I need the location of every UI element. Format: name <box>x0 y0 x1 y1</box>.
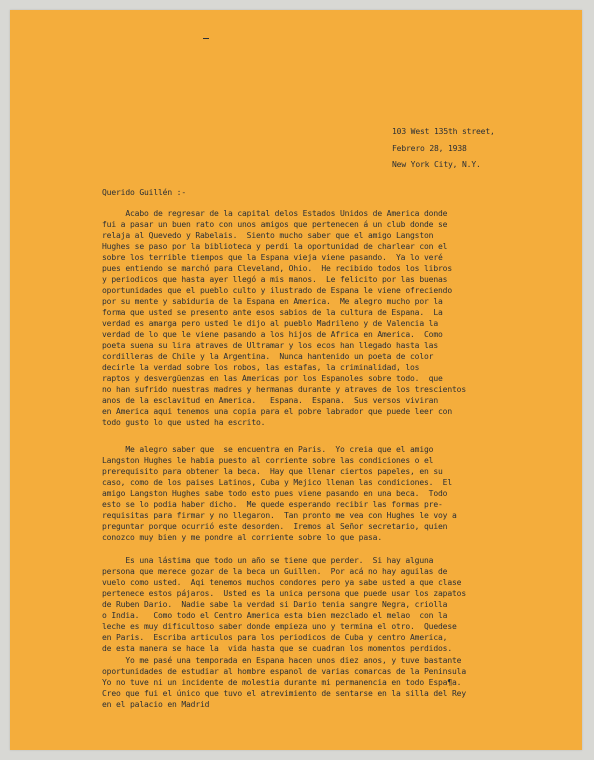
text-line: anos de la esclavitud en America. Espana. Espana. Sus versos viviran <box>102 396 438 405</box>
text-line: prerequisito para obtener la beca. Hay que llenar ciertos papeles, en su <box>102 467 443 476</box>
text-line: Me alegro saber que se encuentra en Paris. Yo creia que el amigo <box>102 445 434 454</box>
paragraph-4 <box>102 655 466 710</box>
letter-date: Febrero 28, 1938 <box>392 144 467 153</box>
text-line: por su mente y sabiduria de la Espana en America. Me alegro mucho por la <box>102 297 443 306</box>
text-line: Yo me pasé una temporada en Espana hacen unos diez anos, y tuve bastante <box>102 656 462 665</box>
text-line: no han sufrido nuestras madres y hermanas durante y atraves de los trescientos <box>102 385 466 394</box>
paragraph-1 <box>102 208 466 428</box>
text-line: o India. Como todo el Centro America esta bien mezclado el melao con la <box>102 611 448 620</box>
text-line: y periodicos que hasta ayer llegó a mis manos. Le felicito por las buenas <box>102 275 448 284</box>
text-line: pertenece estos pájaros. Usted es la unica persona que puede usar los zapatos <box>102 589 466 598</box>
text-line: amigo Langston Hughes sabe todo esto pues viene pasando en una beca. Todo <box>102 489 448 498</box>
address-line: New York City, N.Y. <box>392 160 481 169</box>
ink-mark <box>203 38 209 39</box>
text-line: Langston Hughes le habia puesto al corriente sobre las condiciones o el <box>102 456 434 465</box>
text-line: verdad de lo que le viene pasando a los hijos de Africa en America. Como <box>102 330 443 339</box>
text-line: verdad es amarga pero usted le dijo al pueblo Madrileno y de Valencia la <box>102 319 438 328</box>
text-line: leche es muy dificultoso saber donde empieza uno y termina el otro. Quedese <box>102 622 457 631</box>
text-line: sobre los terrible tiempos que la Espana vieja viene pasando. Ya lo veré <box>102 253 443 262</box>
text-line: todo gusto lo que usted ha escrito. <box>102 418 266 427</box>
text-line: Hughes se paso por la biblioteca y perdi la oportunidad de charlear con el <box>102 242 448 251</box>
letter-sheet <box>10 10 582 750</box>
text-line: Acabo de regresar de la capital delos Estados Unidos de America donde <box>102 209 448 218</box>
text-line: de Ruben Dario. Nadie sabe la verdad si Dario tenia sangre Negra, criolla <box>102 600 448 609</box>
text-line: Yo no tuve ni un incidente de molestia durante mi permanencia en todo Espa¶a. <box>102 678 462 687</box>
paragraph-3 <box>102 555 466 654</box>
text-line: oportunidades que el pueblo culto y ilustrado de Espana le viene ofreciendo <box>102 286 452 295</box>
text-line: en el palacio en Madrid <box>102 700 210 709</box>
text-line: preguntar porque ocurrió este desorden. Iremos al Señor secretario, quien <box>102 522 448 531</box>
text-line: en Paris. Escriba articulos para los periodicos de Cuba y centro America, <box>102 633 448 642</box>
text-line: raptos y desvergüenzas en las Americas por los Espanoles sobre todo. que <box>102 374 443 383</box>
text-line: fui a pasar un buen rato con unos amigos que pertenecen á un club donde se <box>102 220 448 229</box>
text-line: Es una lástima que todo un año se tiene que perder. Si hay alguna <box>102 556 434 565</box>
text-line: persona que merece gozar de la beca un Guillen. Por acá no hay aguilas de <box>102 567 448 576</box>
text-line: vuelo como usted. Aqi tenemos muchos condores pero ya sabe usted a que clase <box>102 578 462 587</box>
text-line: de esta manera se hace la vida hasta que se cuadran los momentos perdidos. <box>102 644 452 653</box>
text-line: relaja al Quevedo y Rabelais. Siento mucho saber que el amigo Langston <box>102 231 434 240</box>
text-line: decirle la verdad sobre los robos, las estafas, la criminalidad, los <box>102 363 420 372</box>
text-line: conozco muy bien y me pondre al corriente sobre lo que pasa. <box>102 533 382 542</box>
text-line: oportunidades de estudiar al hombre espanol de varias comarcas de la Peninsula <box>102 667 466 676</box>
text-line: forma que usted se presento ante esos sabios de la cultura de Espana. La <box>102 308 443 317</box>
text-line: caso, como de los paises Latinos, Cuba y Mejico llenan las condiciones. El <box>102 478 452 487</box>
text-line: pues entiendo se marchó para Cleveland, Ohio. He recibido todos los libros <box>102 264 452 273</box>
text-line: esto se lo podia haber dicho. Me quede esperando recibir las formas pre- <box>102 500 443 509</box>
paragraph-2 <box>102 444 457 543</box>
address-line: 103 West 135th street, <box>392 127 495 136</box>
text-line: en America aqui tenemos una copia para el pobre labrador que puede leer con <box>102 407 452 416</box>
text-line: Creo que fui el único que tuvo el atrevimiento de sentarse en la silla del Rey <box>102 689 466 698</box>
text-line: poeta suena su lira atraves de Ultramar y los ecos han llegado hasta las <box>102 341 438 350</box>
text-line: requisitas para firmar y no llegaron. Tan pronto me vea con Hughes le voy a <box>102 511 457 520</box>
text-line: cordilleras de Chile y la Argentina. Nunca hantenido un poeta de color <box>102 352 434 361</box>
salutation: Querido Guillén :- <box>102 188 186 197</box>
